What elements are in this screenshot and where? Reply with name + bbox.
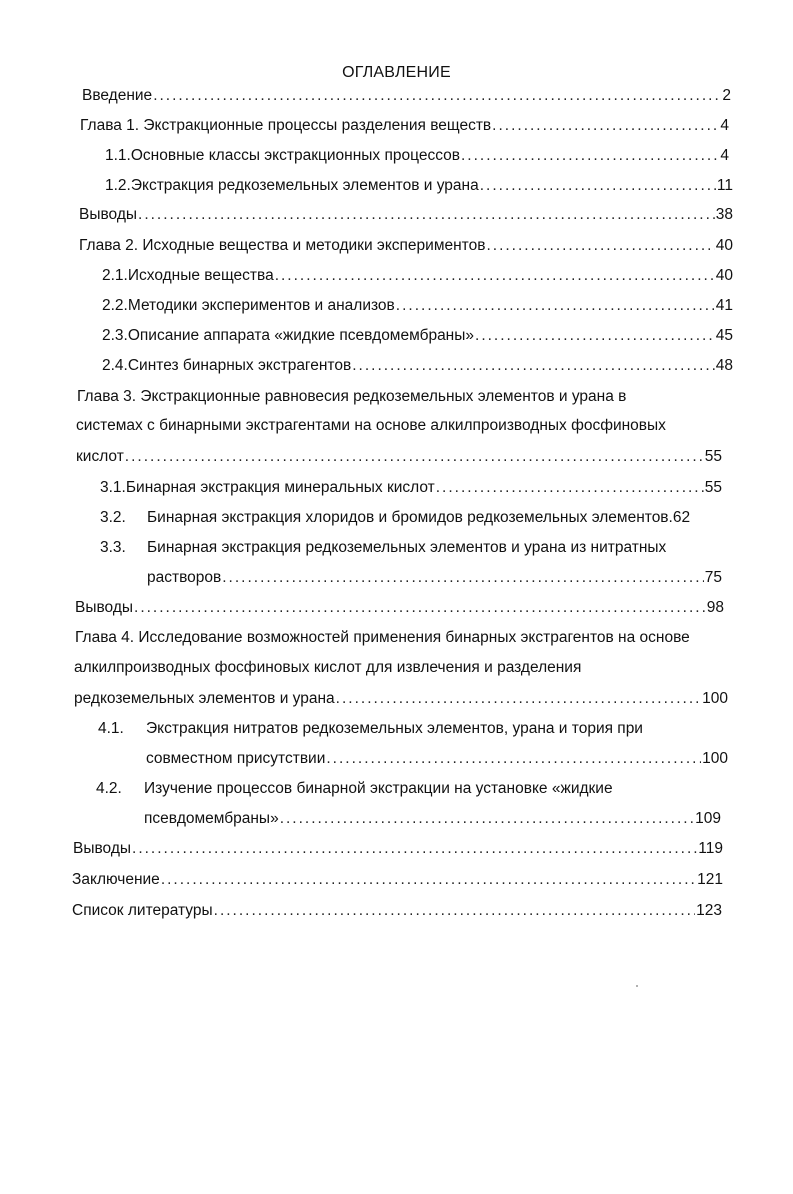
toc-entry-page: 4: [720, 117, 729, 134]
toc-entry-page: 55: [704, 448, 722, 465]
dot-leader: [492, 115, 719, 137]
toc-entry-text: Бинарная экстракция редкоземельных элементов и урана из нитратных: [147, 539, 667, 556]
toc-entry-section-4-1-line-1: [98, 718, 728, 740]
toc-entry-text: Выводы: [73, 840, 132, 857]
toc-entry-section-4-1: [146, 748, 728, 770]
toc-entry-page: 121: [697, 871, 723, 888]
toc-entry-number: 1.2.: [105, 177, 131, 194]
toc-entry-text: Список литературы: [72, 902, 213, 919]
dot-leader: [280, 808, 694, 830]
toc-entry-page: 45: [715, 327, 733, 344]
toc-entry-page: 11: [716, 177, 733, 194]
toc-entry-page: 40: [715, 237, 733, 254]
dot-leader: [222, 567, 704, 589]
scan-speck: [636, 985, 638, 987]
toc-entry-text: кислот: [76, 448, 124, 465]
toc-entry-number: 3.1.: [100, 479, 126, 496]
toc-entry-number: 2.1.: [102, 267, 128, 284]
toc-entry-page: 100: [702, 690, 728, 707]
toc-entry-page: 123: [696, 902, 722, 919]
toc-entry-section-4-2-line-1: [96, 778, 726, 800]
toc-entry-page: 4: [720, 147, 729, 164]
toc-entry-page: 75: [704, 569, 722, 586]
toc-entry-references: [72, 900, 722, 922]
toc-entry-conclusion: [72, 869, 723, 891]
toc-entry-text: совместном присутствии: [146, 750, 326, 767]
toc-entry-number: 2.3.: [102, 327, 128, 344]
toc-entry-page: 100: [702, 750, 728, 767]
dot-leader: [486, 235, 714, 257]
toc-entry-number: 4.2.: [96, 780, 122, 797]
toc-entry-text: Введение: [82, 87, 153, 104]
toc-entry-text: Синтез бинарных экстрагентов: [127, 357, 352, 374]
toc-entry-section-3-2: [100, 507, 730, 529]
toc-entry-page: 48: [715, 357, 733, 374]
toc-entry-section-2-1: [102, 265, 733, 287]
toc-entry-section-4-2: [144, 808, 721, 830]
dot-leader: [436, 477, 704, 499]
toc-entry-section-2-4: [102, 355, 733, 377]
toc-entry-section-2-2: [102, 295, 733, 317]
toc-entry-chapter-2: [79, 235, 733, 257]
dot-leader: [132, 838, 697, 860]
toc-entry-page: 55: [704, 479, 722, 496]
toc-entry-page: 98: [706, 599, 724, 616]
toc-entry-number: 1.1.: [105, 147, 131, 164]
toc-entry-chapter-4-line-1: Глава 4. Исследование возможностей применения бинарных экстрагентов на основе: [75, 629, 690, 646]
toc-entry-text: редкоземельных элементов и урана: [74, 690, 335, 707]
toc-entry-number: 2.2.: [102, 297, 128, 314]
dot-leader: [352, 355, 715, 377]
dot-leader: [461, 145, 719, 167]
toc-entry-section-2-3: [102, 325, 733, 347]
dot-leader: [161, 869, 696, 891]
toc-entry-introduction: [82, 85, 731, 107]
toc-entry-text: Исходные вещества: [127, 267, 274, 284]
dot-leader: [480, 175, 716, 197]
toc-entry-text: Бинарная экстракция хлоридов и бромидов редкоземельных элементов.62: [147, 509, 691, 526]
dot-leader: [138, 204, 715, 226]
toc-entry-page: 109: [695, 810, 721, 827]
toc-entry-text: Глава 2. Исходные вещества и методики экспериментов: [79, 237, 486, 254]
toc-entry-number: 3.3.: [100, 539, 126, 556]
toc-entry-text: Заключение: [72, 871, 160, 888]
toc-entry-chapter-1: [80, 115, 729, 137]
toc-entry-page: 41: [715, 297, 733, 314]
dot-leader: [326, 748, 701, 770]
toc-entry-chapter-3-line-1: Глава 3. Экстракционные равновесия редкоземельных элементов и урана в: [77, 388, 627, 405]
toc-entry-text: Выводы: [79, 206, 138, 223]
dot-leader: [214, 900, 695, 922]
toc-entry-text: Изучение процессов бинарной экстракции на установке «жидкие: [144, 780, 613, 797]
dot-leader: [275, 265, 715, 287]
toc-entry-page: 119: [698, 840, 723, 857]
toc-entry-section-3-1: [100, 477, 722, 499]
toc-entry-text: Выводы: [75, 599, 134, 616]
toc-entry-page: 38: [715, 206, 733, 223]
toc-entry-chapter-4: [74, 688, 728, 710]
toc-entry-text: Бинарная экстракция минеральных кислот: [125, 479, 435, 496]
toc-entry-chapter-4-line-2: алкилпроизводных фосфиновых кислот для извлечения и разделения: [74, 659, 582, 676]
toc-entry-text: Глава 1. Экстракционные процессы разделения веществ: [80, 117, 492, 134]
toc-entry-text: псевдомембраны»: [144, 810, 279, 827]
toc-entry-chapter-3: [76, 446, 722, 468]
toc-entry-page: 40: [715, 267, 733, 284]
toc-entry-page: 2: [722, 87, 731, 104]
toc-entry-text: Методики экспериментов и анализов: [127, 297, 395, 314]
toc-entry-section-3-3: [147, 567, 722, 589]
dot-leader: [125, 446, 704, 468]
dot-leader: [336, 688, 701, 710]
toc-entry-text: Экстракция нитратов редкоземельных элементов, урана и тория при: [146, 720, 643, 737]
dot-leader: [134, 597, 706, 619]
toc-entry-text: Экстракция редкоземельных элементов и урана: [130, 177, 479, 194]
toc-entry-number: 4.1.: [98, 720, 124, 737]
toc-entry-conclusions-4: [73, 838, 723, 860]
toc-entry-section-3-3-line-1: [100, 537, 730, 559]
toc-entry-number: 3.2.: [100, 509, 126, 526]
toc-entry-text: Описание аппарата «жидкие псевдомембраны»: [127, 327, 475, 344]
toc-entry-text: Основные классы экстракционных процессов: [130, 147, 460, 164]
toc-entry-chapter-3-line-2: системах с бинарными экстрагентами на основе алкилпроизводных фосфиновых: [76, 417, 666, 434]
page-title: ОГЛАВЛЕНИЕ: [342, 64, 451, 81]
toc-entry-conclusions-1: [79, 204, 733, 226]
toc-entry-text: растворов: [147, 569, 222, 586]
dot-leader: [153, 85, 721, 107]
toc-entry-section-1-2: [105, 175, 733, 197]
dot-leader: [396, 295, 715, 317]
toc-entry-number: 2.4.: [102, 357, 128, 374]
toc-entry-conclusions-3: [75, 597, 724, 619]
toc-entry-section-1-1: [105, 145, 729, 167]
dot-leader: [475, 325, 715, 347]
